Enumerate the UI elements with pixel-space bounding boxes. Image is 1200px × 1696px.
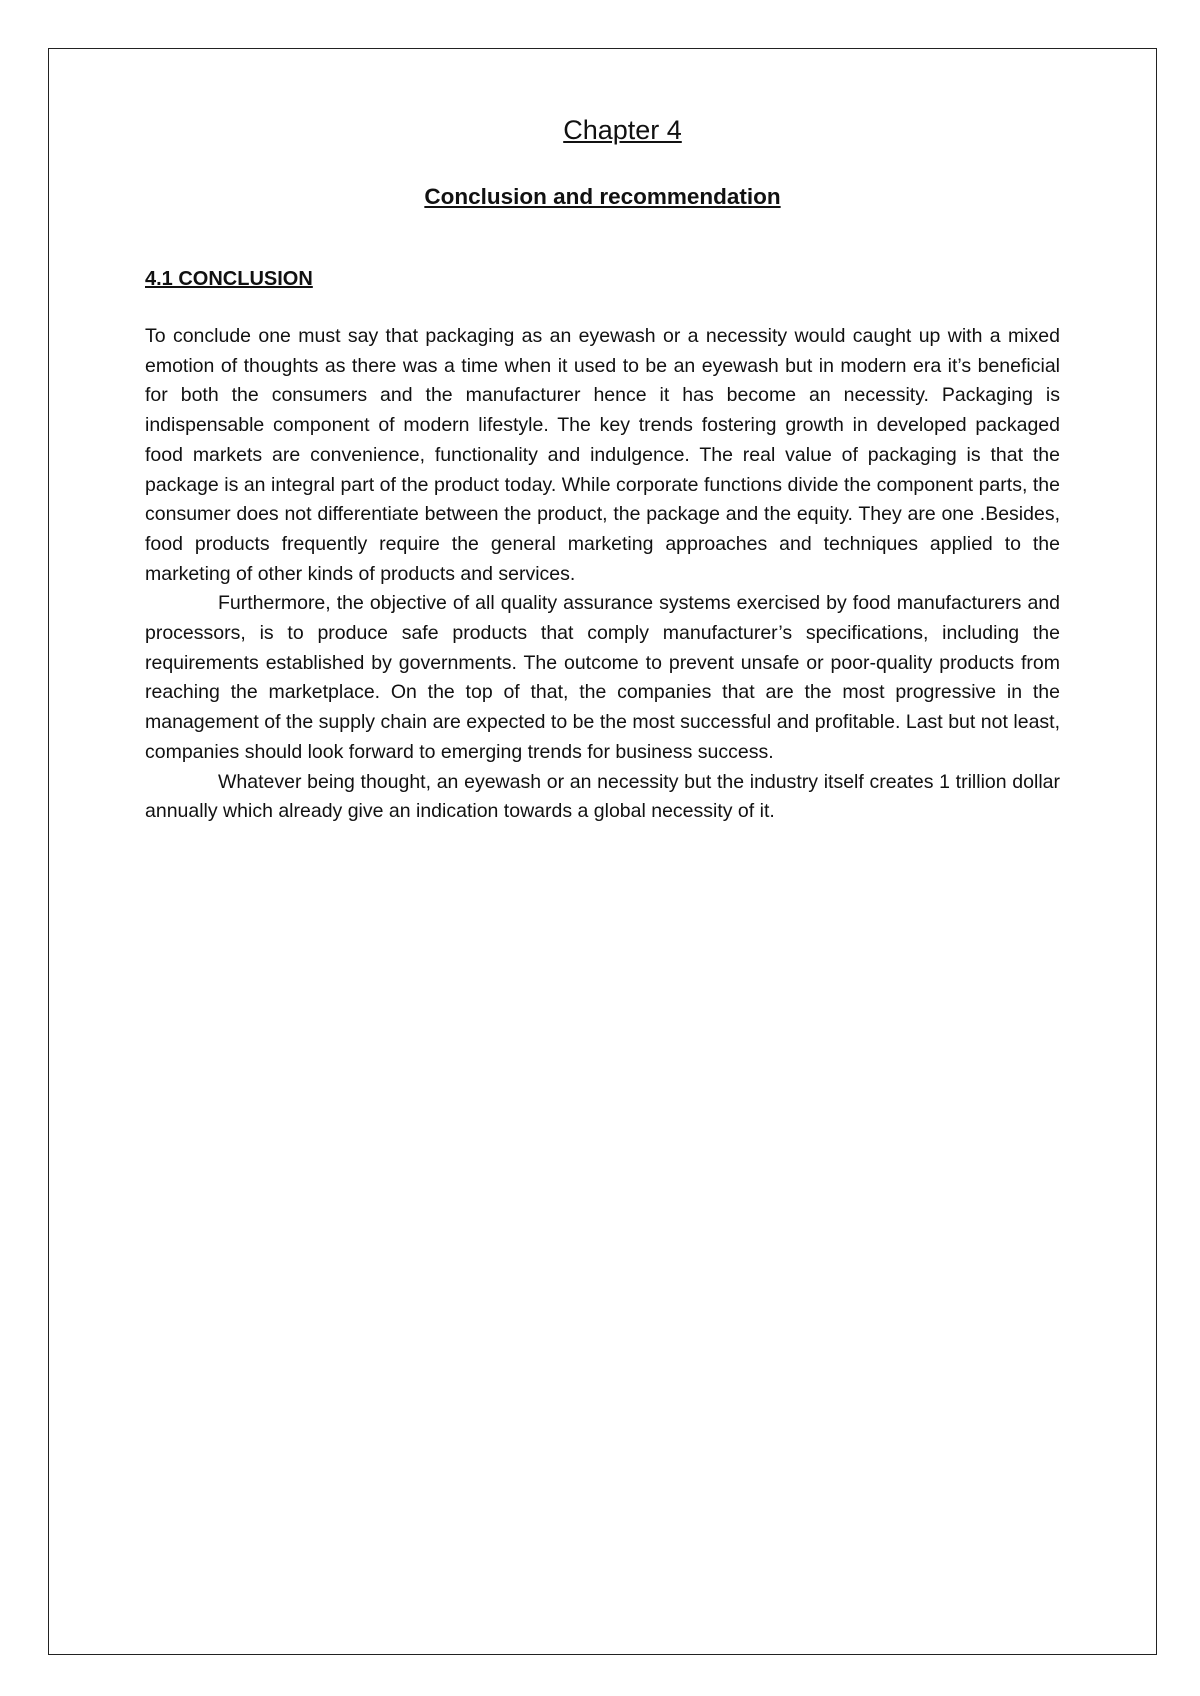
chapter-title: Chapter 4 <box>563 115 682 145</box>
body-text <box>145 322 1060 827</box>
section-heading: 4.1 CONCLUSION <box>145 268 313 290</box>
paragraph-1: To conclude one must say that packaging as an eyewash or a necessity would caught up with a mixed emotion of thoughts as there was a time when it used to be an eyewash but in modern era it’s beneficial for both the consumers and the manufacturer hence it has become an necessity. Packaging is indispensable component of modern lifestyle. The key trends fostering growth in developed packaged food markets are convenience, functionality and indulgence. The real value of packaging is that the package is an integral part of the product today. While corporate functions divide the component parts, the consumer does not differentiate between the product, the package and the equity. They are one .Besides, food products frequently require the general marketing approaches and techniques applied to the marketing of other kinds of products and services. <box>145 325 1060 585</box>
chapter-subtitle: Conclusion and recommendation <box>424 184 781 209</box>
document-content <box>145 110 1060 827</box>
paragraph-2: Furthermore, the objective of all quality assurance systems exercised by food manufacturers and processors, is to produce safe products that comply manufacturer’s specifications, including the requirements established by governments. The outcome to prevent unsafe or poor-quality products from reaching the marketplace. On the top of that, the companies that are the most progressive in the management of the supply chain are expected to be the most successful and profitable. Last but not least, companies should look forward to emerging trends for business success. <box>145 592 1060 763</box>
paragraph-3: Whatever being thought, an eyewash or an necessity but the industry itself creates 1 trillion dollar annually which already give an indication towards a global necessity of it. <box>145 770 1060 823</box>
